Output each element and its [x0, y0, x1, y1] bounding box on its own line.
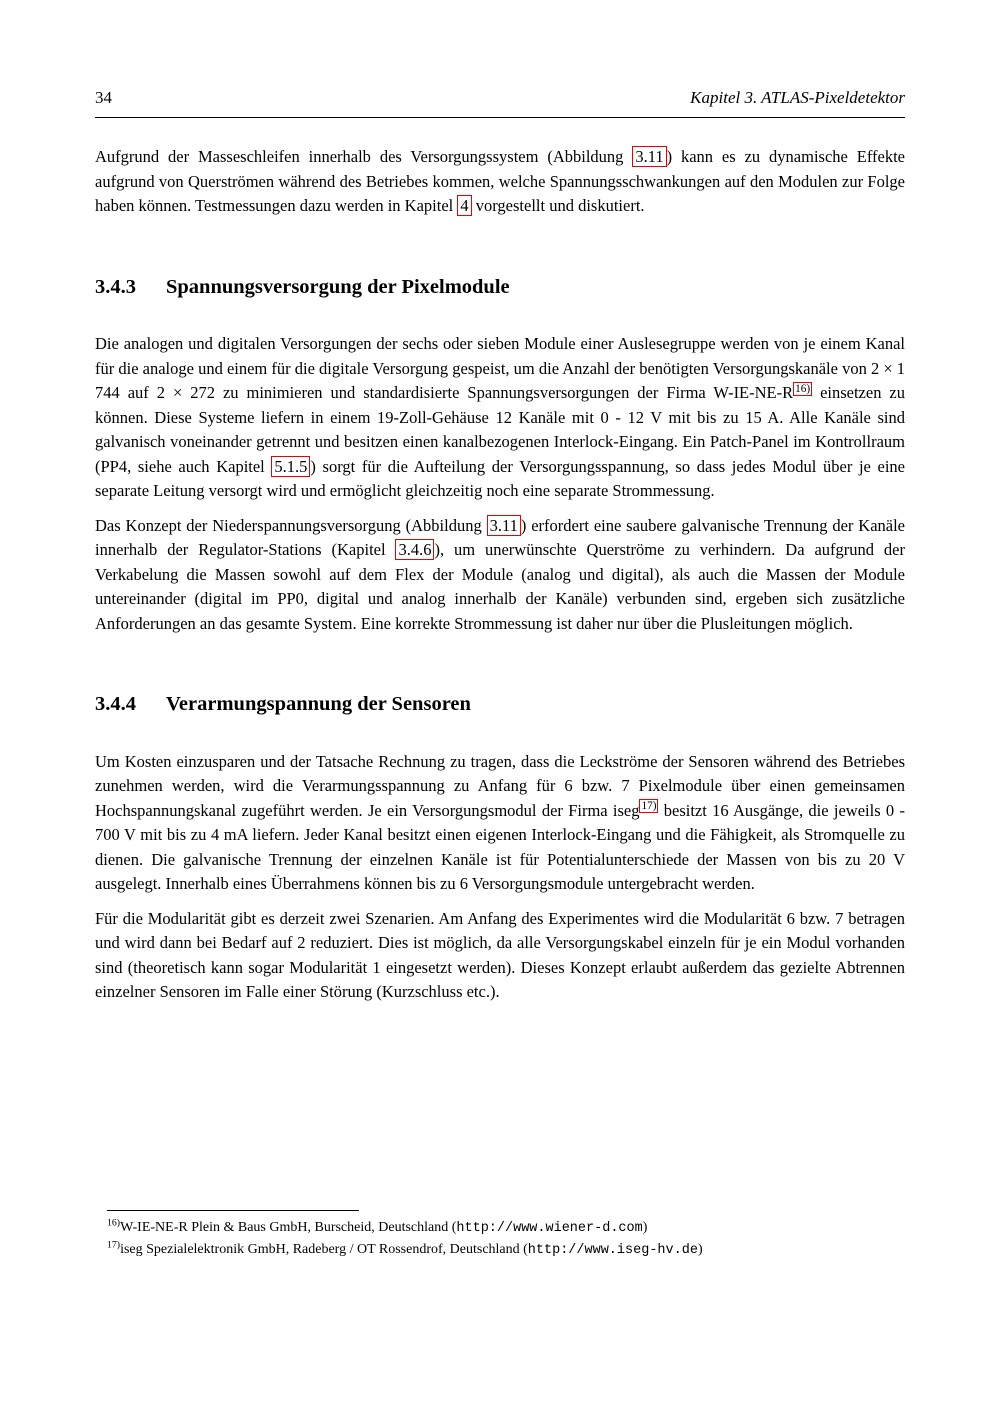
text-run: ) sorgt für die Aufteilung der Versorgungsspannung, so dass jedes Modul über je eine separate Leitung versorgt wird und ermöglicht gleichzeitig noch eine separate Strommessung. — [95, 456, 905, 501]
footnote-marker-link[interactable]: 16) — [795, 382, 811, 395]
text-run: ) — [642, 1220, 648, 1235]
footnotes-list — [107, 1218, 905, 1261]
paragraph — [95, 907, 905, 1005]
footnote-rule — [107, 1210, 359, 1211]
footnote-marker: 16) — [107, 1217, 121, 1229]
paragraph — [95, 750, 905, 897]
cross-reference-link[interactable]: 3.4.6 — [395, 539, 434, 560]
text-run: Die analogen und digitalen Versorgungen der sechs oder sieben Module einer Auslesegruppe werden von je einem Kanal für die analoge und einem für die digitale Versorgung gespeist, um die Anzahl der benötigten Versorgungskanäle von 2 × 1 744 auf 2 × 272 zu minimieren und standardisierte Spannungsversorgungen der Firma W-IE-NE-R — [95, 334, 905, 403]
text-run: ) kann es zu dynamische Effekte aufgrund von Querströmen während des Betriebes kommen, welche Spannungsschwankungen auf den Modulen zur Folge haben können. Testmessungen dazu werden in Kapitel — [95, 147, 905, 215]
cross-reference-link[interactable]: 4 — [457, 195, 471, 216]
text-run: Für die Modularität gibt es derzeit zwei Szenarien. Am Anfang des Experimentes wird die Modularität 6 bzw. 7 betragen und wird dann bei Bedarf auf 2 reduziert. Dies ist möglich, da alle Versorgungskabel einzeln für je ein Modul vorhanden sind (theoretisch kann sogar Modularität 1 eingesetzt werden). Dieses Konzept erlaubt außerdem das gezielte Abtrennen einzelner Sensoren im Falle einer Störung (Kurzschluss etc.). — [95, 908, 905, 1002]
paragraph — [95, 332, 905, 504]
section-title: Spannungsversorgung der Pixelmodule — [166, 275, 510, 298]
footnote — [107, 1218, 905, 1240]
section-number: 3.4.4 — [95, 693, 136, 716]
text-run: Das Konzept der Niederspannungsversorgung (Abbildung — [95, 515, 487, 535]
paragraph — [95, 514, 905, 637]
footnote — [107, 1240, 905, 1262]
page-number: 34 — [95, 88, 112, 107]
page-header — [95, 88, 905, 118]
text-run: W-IE-NE-R Plein & Baus GmbH, Burscheid, Deutschland ( — [120, 1220, 457, 1235]
cross-reference-link[interactable]: 5.1.5 — [271, 456, 310, 477]
cross-reference-link[interactable]: 3.11 — [632, 146, 666, 167]
section-number: 3.4.3 — [95, 275, 136, 298]
text-run: ) — [697, 1241, 703, 1257]
footnotes-section — [107, 1210, 905, 1261]
paragraph — [95, 145, 905, 219]
text-run: einsetzen zu können. Diese Systeme liefern in einem 19-Zoll-Gehäuse 12 Kanäle mit 0 - 12 V mit bis zu 15 A. Alle Kanäle sind galvanisch voneinander getrennt und besitzen einen kanalbezogenen Interlock-Eingang. Ein Patch-Panel im Kontrollraum (PP4, siehe auch Kapitel — [95, 383, 905, 476]
url-text[interactable]: http://www.wiener-d.com — [456, 1221, 643, 1236]
text-run: iseg Spezialelektronik GmbH, Radeberg / OT Rossendrof, Deutschland ( — [120, 1241, 528, 1257]
section-heading — [95, 692, 905, 718]
text-run: vorgestellt und diskutiert. — [471, 196, 645, 215]
cross-reference-link[interactable]: 3.11 — [487, 515, 521, 536]
text-run: ) erfordert eine saubere galvanische Trennung der Kanäle innerhalb der Regulator-Stations (Kapitel — [95, 515, 906, 560]
section-heading — [95, 275, 905, 301]
text-run: besitzt 16 Ausgänge, die jeweils 0 - 700 V mit bis zu 4 mA liefern. Jeder Kanal besitzt einen eigenen Interlock-Eingang und die Fähigkeit, als Stromquelle zu dienen. Die galvanische Trennung der einzelnen Kanäle ist für Potentialunterschiede der Massen von bis zu 20 V ausgelegt. Innerhalb eines Überrahmens können bis zu 6 Versorgungsmodule untergebracht werden. — [95, 800, 905, 894]
text-run: ), um unerwünschte Querströme zu verhindern. Da aufgrund der Verkabelung die Massen sowohl auf dem Flex der Module (analog und digital), als auch die Massen der Module untereinander (digital im PP0, digital und analog innerhalb der Kanäle) verbunden sind, ergeben sich zusätzliche Anforderungen an das gesamte System. Eine korrekte Strommessung ist daher nur über die Plusleitungen möglich. — [95, 540, 905, 633]
running-chapter-title: Kapitel 3. ATLAS-Pixeldetektor — [690, 88, 905, 107]
text-run: Aufgrund der Masseschleifen innerhalb des Versorgungssystem (Abbildung — [95, 147, 633, 166]
section-title: Verarmungspannung der Sensoren — [166, 693, 471, 716]
url-text[interactable]: http://www.iseg-hv.de — [527, 1242, 698, 1258]
footnote-marker: 17) — [107, 1238, 121, 1250]
footnote-marker-link[interactable]: 17) — [641, 800, 657, 813]
document-content — [95, 145, 905, 1015]
text-run: Um Kosten einzusparen und der Tatsache Rechnung zu tragen, dass die Leckströme der Sensoren während des Betriebes zunehmen werden, wird die Verarmungsspannung zu Anfang für 6 bzw. 7 Pixelmodule über einen gemeinsamen Hochspannungskanal zugeführt werden. Je ein Versorgungsmodul der Firma iseg — [95, 751, 905, 820]
